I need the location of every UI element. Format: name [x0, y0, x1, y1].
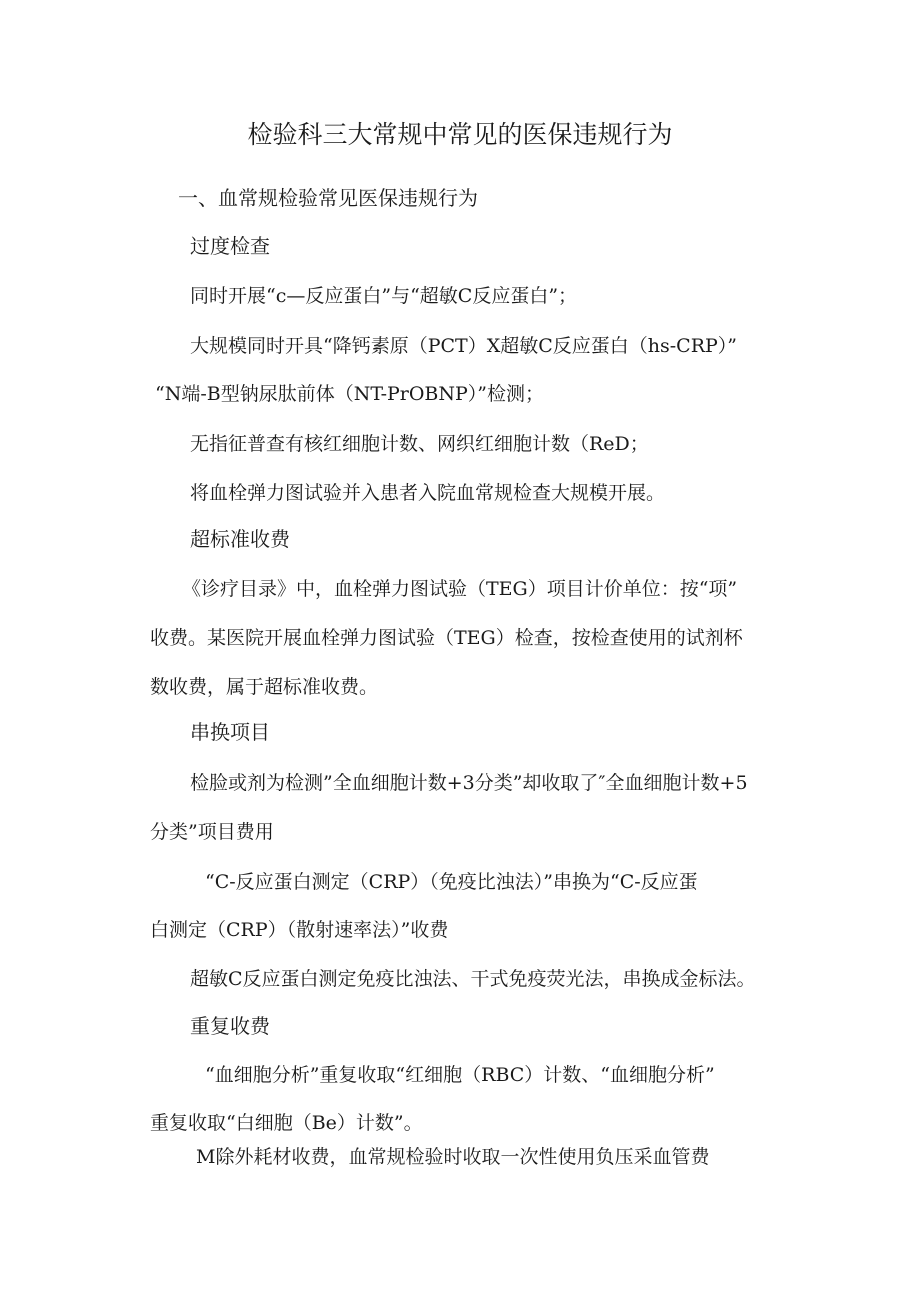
paragraph: M除外耗材收费，血常规检验时收取一次性使用负压采血管费: [196, 1146, 710, 1168]
paragraph: 《诊疗目录》中，血栓弹力图试验（TEG）项目计价单位：按“项”: [182, 578, 738, 600]
paragraph-continuation: 数收费，属于超标准收费。: [150, 676, 379, 698]
page-title: 检验科三大常规中常见的医保违规行为: [247, 120, 673, 149]
paragraph: 超敏C反应蛋白测定免疫比浊法、干式免疫荧光法，串换成金标法。: [190, 968, 756, 990]
paragraph-continuation: 收费。某医院开展血栓弹力图试验（TEG）检查，按检查使用的试剂杯: [150, 627, 743, 649]
paragraph: “C-反应蛋白测定（CRP）（免疫比浊法）”串换为“C-反应蛋: [205, 871, 698, 893]
paragraph-continuation: 白测定（CRP）（散射速率法）”收费: [150, 919, 449, 941]
subheading-duplicate-fee: 重复收费: [190, 1014, 270, 1038]
paragraph: 将血栓弹力图试验并入患者入院血常规检查大规模开展。: [190, 482, 666, 504]
subheading-excessive-test: 过度检查: [190, 234, 270, 258]
paragraph: 大规模同时开具“降钙素原（PCT）X超敏C反应蛋白（hs-CRP）”: [190, 335, 738, 357]
paragraph: “血细胞分析”重复收取“红细胞（RBC）计数、“血细胞分析”: [205, 1064, 715, 1086]
paragraph: 同时开展“c—反应蛋白”与“超敏C反应蛋白”；: [190, 285, 578, 307]
paragraph-continuation: 分类”项目费用: [150, 821, 274, 843]
paragraph-continuation: “N端-B型钠尿肽前体（NT-PrOBNP）”检测；: [155, 383, 545, 405]
paragraph-continuation: 重复收取“白细胞（Be）计数”。: [150, 1112, 423, 1134]
section-heading-blood-routine: 一、血常规检验常见医保违规行为: [178, 186, 478, 210]
paragraph: 无指征普查有核红细胞计数、网织红细胞计数（ReD；: [190, 433, 649, 455]
paragraph: 检脸或剂为检测”全血细胞计数+3分类”却收取了″全血细胞计数+5: [190, 772, 748, 794]
subheading-swap-items: 串换项目: [190, 720, 270, 744]
subheading-over-standard-fee: 超标准收费: [190, 527, 290, 551]
